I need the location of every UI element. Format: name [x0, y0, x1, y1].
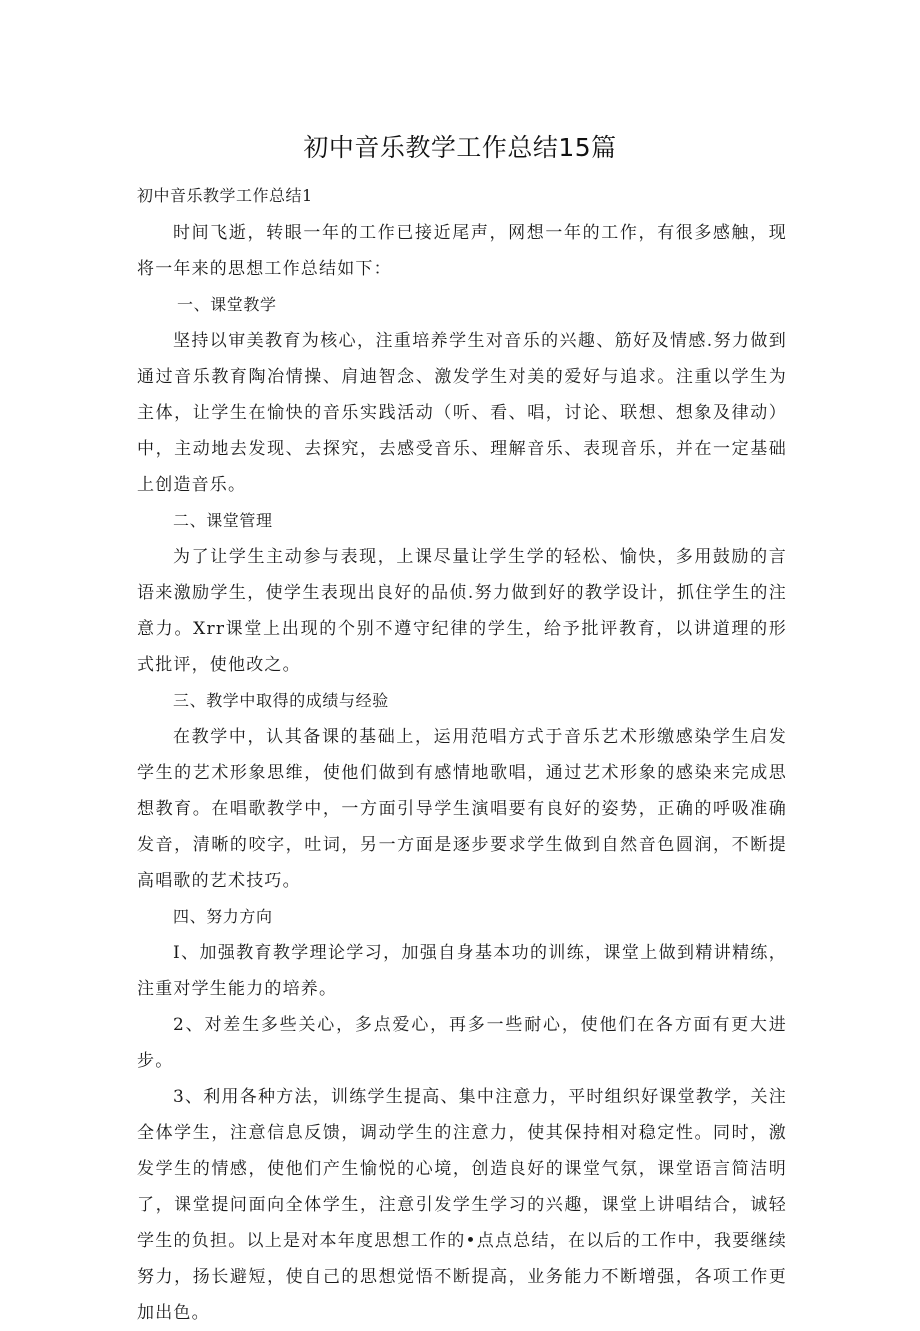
section-paragraph: 坚持以审美教育为核心，注重培养学生对音乐的兴趣、筋好及情感.努力做到通过音乐教育陶冶情操、肩迪智念、激发学生对美的爱好与追求。注重以学生为主体，让学生在愉快的音乐实践活动（听、看、唱，讨论、联想、想象及律动）中，主动地去发现、去探究，去感受音乐、理解音乐、表现音乐，并在一定基础上创造音乐。: [137, 331, 787, 495]
section-heading: 四、努力方向: [173, 907, 273, 926]
section-heading: 二、课堂管理: [173, 511, 273, 530]
document-body: [137, 215, 787, 1331]
section-paragraph: I、加强教育教学理论学习，加强自身基本功的训练，课堂上做到精讲精练，注重对学生能力的培养。: [137, 943, 787, 999]
section-paragraph: 在教学中，认其备课的基础上，运用范唱方式于音乐艺术形缴感染学生启发学生的艺术形象思维，使他们做到有感情地歌唱，通过艺术形象的感染来完成思想教育。在唱歌教学中，一方面引导学生演唱要有良好的姿势，正确的呼吸准确发音，清晰的咬字，吐词，另一方面是逐步要求学生做到自然音色圆润，不断提高唱歌的艺术技巧。: [137, 727, 787, 891]
document-title: 初中音乐教学工作总结15篇: [303, 133, 617, 162]
section-paragraph: 2、对差生多些关心，多点爱心，再多一些耐心，使他们在各方面有更大进步。: [137, 1015, 787, 1071]
section-heading: 一、课堂教学: [177, 295, 277, 314]
intro-paragraph: 时间飞逝，转眼一年的工作已接近尾声，网想一年的工作，有很多感触，现将一年来的思想工作总结如下：: [137, 223, 787, 279]
section-paragraph: 为了让学生主动参与表现，上课尽量让学生学的轻松、愉快，多用鼓励的言语来激励学生，使学生表现出良好的品侦.努力做到好的教学设计，抓住学生的注意力。Xrr课堂上出现的个别不遵守纪律的学生，给予批评教育，以讲道理的形式批评，使他改之。: [137, 547, 787, 675]
document-subtitle: 初中音乐教学工作总结1: [137, 186, 313, 205]
section-heading: 三、教学中取得的成绩与经验: [173, 691, 389, 710]
section-paragraph: 3、利用各种方法，训练学生提高、集中注意力，平时组织好课堂教学，关注全体学生，注意信息反馈，调动学生的注意力，使其保持相对稳定性。同时，激发学生的情感，使他们产生愉悦的心境，创造良好的课堂气氛，课堂语言简洁明了，课堂提问面向全体学生，注意引发学生学习的兴趣，课堂上讲唱结合，诚轻学生的负担。以上是对本年度思想工作的•点点总结，在以后的工作中，我要继续努力，扬长避短，使自己的思想觉悟不断提高，业务能力不断增强，各项工作更加出色。: [137, 1087, 787, 1323]
